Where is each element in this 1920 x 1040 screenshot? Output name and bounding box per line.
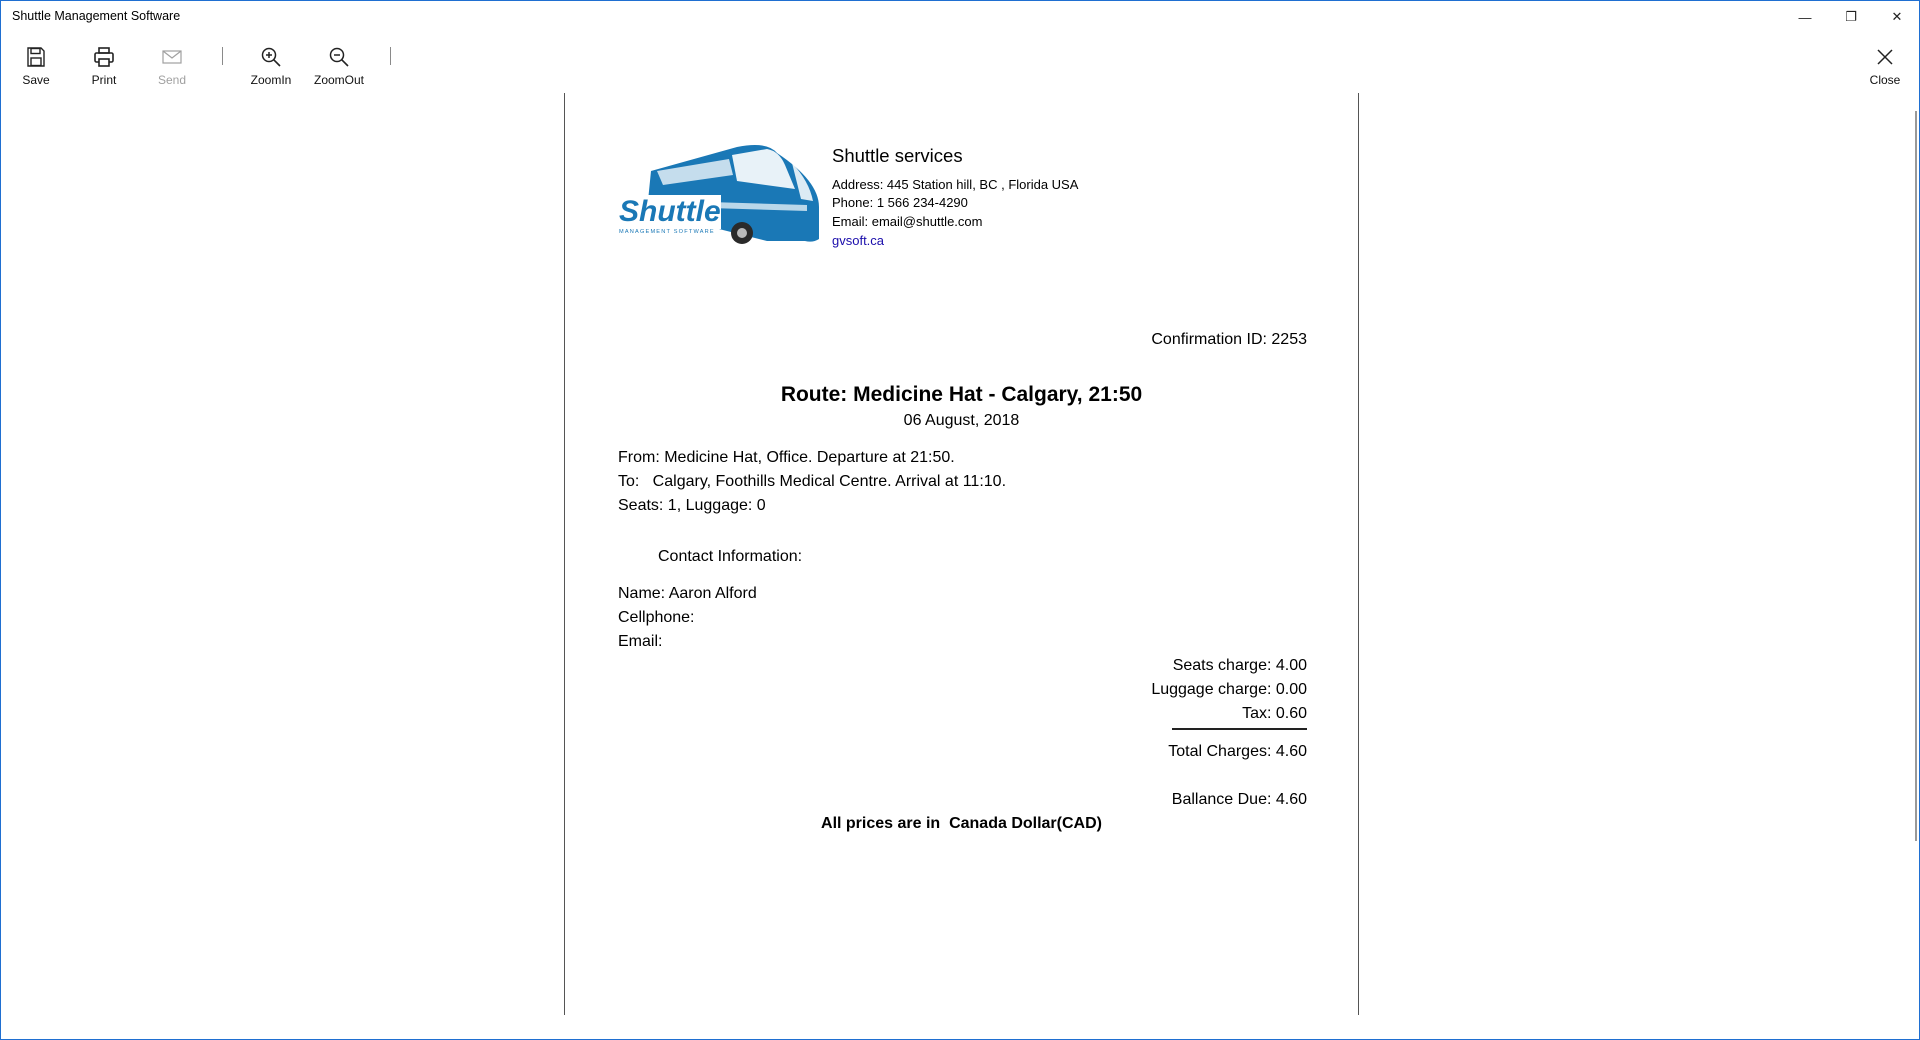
zoom-in-icon xyxy=(259,45,283,69)
company-address: Address: 445 Station hill, BC , Florida USA xyxy=(832,177,1079,192)
route-date: 06 August, 2018 xyxy=(903,412,1020,429)
total-divider xyxy=(1172,728,1307,730)
zoom-in-button[interactable] xyxy=(239,45,303,91)
company-name: Shuttle services xyxy=(832,145,963,166)
luggage-charge: Luggage charge: 0.00 xyxy=(1151,681,1307,698)
logo-wordmark: Shuttle xyxy=(619,195,721,228)
restore-button[interactable]: ❐ xyxy=(1845,9,1857,24)
save-label: Save xyxy=(22,73,50,87)
tax-charge: Tax: 0.60 xyxy=(1242,705,1307,722)
logo-subtext: MANAGEMENT SOFTWARE xyxy=(619,229,715,235)
window-title: Shuttle Management Software xyxy=(12,9,181,23)
close-icon xyxy=(1873,45,1897,69)
from-line: From: Medicine Hat, Office. Departure at 21:50. xyxy=(618,449,955,466)
toolbar xyxy=(1,33,1919,93)
printer-icon xyxy=(92,45,116,69)
contact-heading: Contact Information: xyxy=(658,548,803,565)
zoom-out-label: ZoomOut xyxy=(313,73,364,87)
route-title: Route: Medicine Hat - Calgary, 21:50 xyxy=(780,383,1143,406)
balance-due: Ballance Due: 4.60 xyxy=(1171,791,1307,808)
company-email: Email: email@shuttle.com xyxy=(832,214,983,229)
total-charges: Total Charges: 4.60 xyxy=(1168,743,1307,760)
title-bar xyxy=(1,1,1919,33)
contact-email: Email: xyxy=(618,633,663,650)
close-label: Close xyxy=(1869,73,1901,87)
close-button[interactable] xyxy=(1853,45,1917,91)
mail-icon xyxy=(160,45,184,69)
vertical-scrollbar[interactable] xyxy=(1915,111,1917,841)
company-phone: Phone: 1 566 234-4290 xyxy=(832,195,968,210)
send-button[interactable] xyxy=(140,45,204,91)
save-icon xyxy=(24,45,48,69)
send-label: Send xyxy=(157,73,187,87)
currency-note: All prices are in Canada Dollar(CAD) xyxy=(821,815,1102,832)
seats-charge: Seats charge: 4.00 xyxy=(1172,657,1307,674)
shuttle-logo xyxy=(617,141,819,246)
seats-luggage-line: Seats: 1, Luggage: 0 xyxy=(618,497,766,514)
toolbar-separator xyxy=(222,47,223,65)
close-window-button[interactable]: ✕ xyxy=(1891,9,1903,24)
zoom-out-button[interactable] xyxy=(307,45,371,91)
minimize-button[interactable]: — xyxy=(1798,9,1812,25)
confirmation-document xyxy=(564,93,1359,1015)
contact-name: Name: Aaron Alford xyxy=(618,585,757,602)
zoom-in-label: ZoomIn xyxy=(250,73,292,87)
print-button[interactable] xyxy=(72,45,136,91)
to-line: To: Calgary, Foothills Medical Centre. Arrival at 11:10. xyxy=(618,473,1007,490)
toolbar-separator xyxy=(390,47,391,65)
confirmation-id: Confirmation ID: 2253 xyxy=(1151,331,1307,348)
save-button[interactable] xyxy=(4,45,68,91)
contact-cellphone: Cellphone: xyxy=(618,609,695,626)
print-label: Print xyxy=(91,73,117,87)
zoom-out-icon xyxy=(327,45,351,69)
report-viewer[interactable] xyxy=(1,93,1919,1039)
company-website-link[interactable]: gvsoft.ca xyxy=(832,233,885,248)
